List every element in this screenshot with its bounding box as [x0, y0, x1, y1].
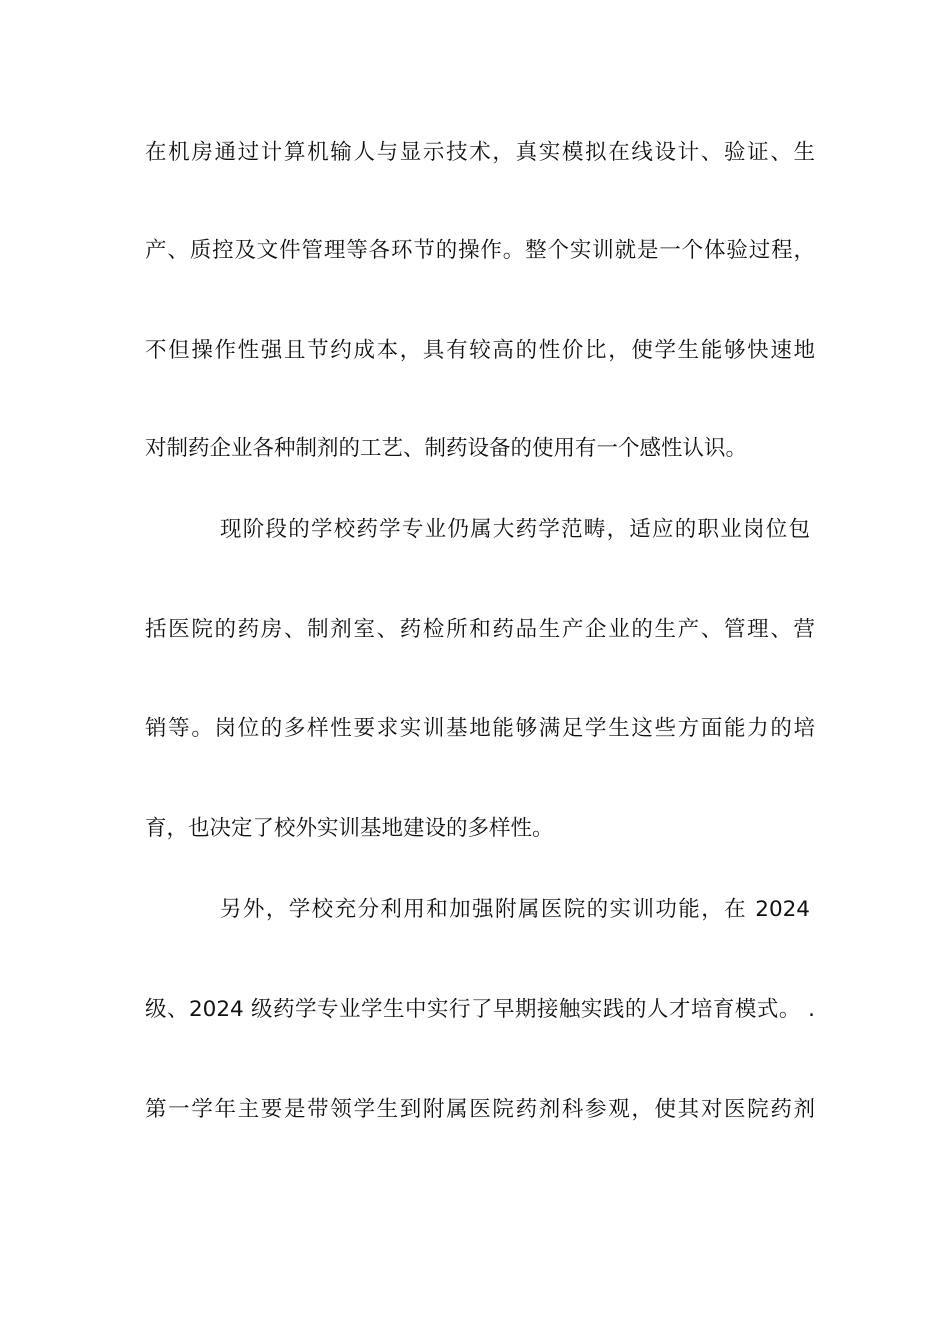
- paragraph-line: 不但操作性强且节约成本，具有较高的性价比，使学生能够快速地: [145, 338, 815, 363]
- paragraph-line: 现阶段的学校药学专业仍属大药学范畴，适应的职业岗位包: [220, 517, 810, 542]
- paragraph-line: 第一学年主要是带领学生到附属医院药剂科参观，使其对医院药剂: [145, 1097, 815, 1122]
- paragraph-line: 销等。岗位的多样性要求实训基地能够满足学生这些方面能力的培: [145, 716, 815, 741]
- paragraph-line: 产、质控及文件管理等各环节的操作。整个实训就是一个体验过程，: [145, 238, 815, 263]
- paragraph-line: 在机房通过计算机输人与显示技术，真实模拟在线设计、验证、生: [145, 140, 815, 165]
- paragraph-line: 级、2024 级药学专业学生中实行了早期接触实践的人才培育模式。 .: [145, 997, 815, 1022]
- paragraph-line: 括医院的药房、制剂室、药检所和药品生产企业的生产、管理、营: [145, 617, 815, 642]
- paragraph-line: 育，也决定了校外实训基地建设的多样性。: [145, 816, 554, 841]
- paragraph-line: 另外，学校充分利用和加强附属医院的实训功能，在 2024: [220, 897, 810, 922]
- paragraph-line: 对制药企业各种制剂的工艺、制药设备的使用有一个感性认识。: [145, 436, 748, 461]
